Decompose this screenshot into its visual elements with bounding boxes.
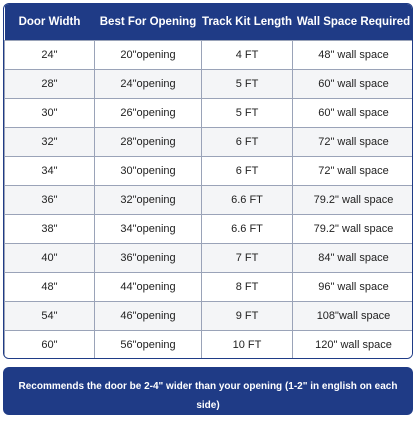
cell-track-kit-length: 6 FT [202,128,293,157]
table-row [5,186,414,215]
cell-wall-space: 79.2" wall space [293,186,414,215]
cell-door-width: 40" [5,244,95,273]
size-chart-table [4,4,413,359]
cell-wall-space: 72" wall space [293,128,414,157]
table-row [5,244,414,273]
cell-track-kit-length: 5 FT [202,70,293,99]
cell-wall-space: 96" wall space [293,273,414,302]
note-line-1: Recommends the door be 2-4" wider than your opening (1-2" in english on each side) [18,381,398,411]
cell-best-for-opening: 46"opening [95,302,202,331]
header-row [5,4,414,41]
table-row [5,99,414,128]
note-line-2: for proper coverage and smooth operation. [23,419,229,430]
cell-door-width: 38" [5,215,95,244]
cell-wall-space: 120" wall space [293,331,414,360]
cell-door-width: 24" [5,41,95,70]
cell-best-for-opening: 20"opening [95,41,202,70]
table-row [5,41,414,70]
cell-track-kit-length: 9 FT [202,302,293,331]
cell-door-width: 32" [5,128,95,157]
cell-door-width: 48" [5,273,95,302]
header-track-kit-length: Track Kit Length [202,4,293,41]
cell-best-for-opening: 34"opening [95,215,202,244]
cell-wall-space: 48" wall space [293,41,414,70]
header-wall-space-required: Wall Space Required [293,4,414,41]
table-row [5,128,414,157]
cell-best-for-opening: 24"opening [95,70,202,99]
table-row [5,157,414,186]
table-row [5,70,414,99]
cell-wall-space: 72" wall space [293,157,414,186]
cell-wall-space: 79.2" wall space [293,215,414,244]
cell-wall-space: 60" wall space [293,99,414,128]
cell-best-for-opening: 32"opening [95,186,202,215]
cell-track-kit-length: 6 FT [202,157,293,186]
cell-wall-space: 84" wall space [293,244,414,273]
header-best-for-opening: Best For Opening [95,4,202,41]
cell-door-width: 54" [5,302,95,331]
cell-door-width: 36" [5,186,95,215]
cell-door-width: 60" [5,331,95,360]
cell-best-for-opening: 28"opening [95,128,202,157]
header-door-width: Door Width [5,4,95,41]
cell-track-kit-length: 8 FT [202,273,293,302]
cell-best-for-opening: 56"opening [95,331,202,360]
cell-door-width: 28" [5,70,95,99]
cell-door-width: 34" [5,157,95,186]
table-row [5,215,414,244]
cell-track-kit-length: 6.6 FT [202,215,293,244]
cell-best-for-opening: 36"opening [95,244,202,273]
cell-track-kit-length: 6.6 FT [202,186,293,215]
cell-wall-space: 60" wall space [293,70,414,99]
cell-best-for-opening: 30"opening [95,157,202,186]
cell-track-kit-length: 4 FT [202,41,293,70]
cell-track-kit-length: 7 FT [202,244,293,273]
table-row [5,331,414,360]
cell-best-for-opening: 44"opening [95,273,202,302]
cell-wall-space: 108"wall space [293,302,414,331]
cell-track-kit-length: 10 FT [202,331,293,360]
cell-track-kit-length: 5 FT [202,99,293,128]
recommendation-note [3,367,413,430]
table-row [5,302,414,331]
cell-best-for-opening: 26"opening [95,99,202,128]
cell-door-width: 30" [5,99,95,128]
size-chart-table-container [3,3,413,359]
table-row [5,273,414,302]
